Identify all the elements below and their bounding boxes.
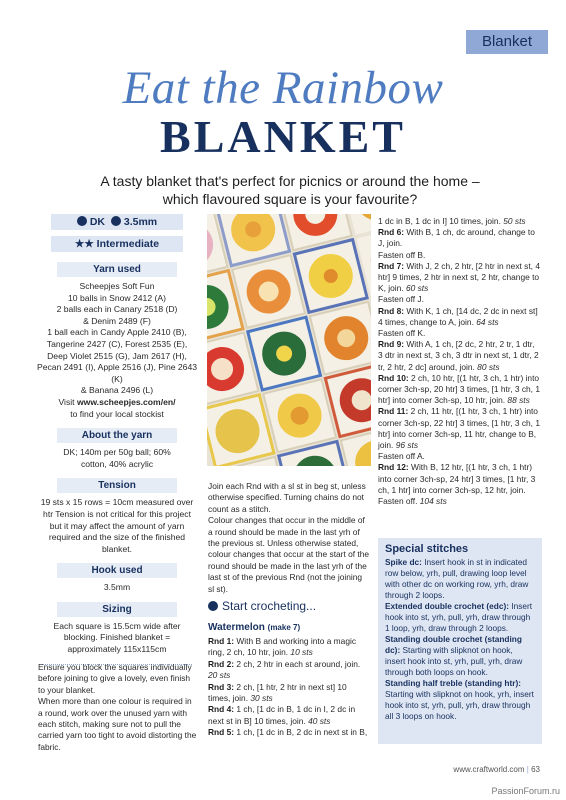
round-text: Fasten off A. [378, 451, 425, 462]
round-sts: 96 sts [395, 440, 419, 451]
yarn-line: Tangerine 2427 (C), Forest 2535 (E), [46, 338, 188, 349]
round-row [378, 306, 540, 328]
info-column [36, 214, 198, 667]
round-label: Rnd 12: [378, 462, 409, 473]
round-row [378, 451, 540, 462]
watermelon-heading [208, 622, 370, 633]
page-title-line2: BLANKET [160, 111, 406, 162]
round-row [378, 294, 540, 305]
round-text: With A, 1 ch, [2 dc, 2 htr, 2 tr, 1 dtr, 3 dtr in next st, 3 ch, 3 dtr in next st, 1 dtr, 2 tr, 2 htr, 2 dc] around, join. [378, 339, 539, 372]
round-label: Rnd 3: [208, 681, 235, 692]
yarn-weight-icon [77, 216, 87, 226]
round-label: Rnd 11: [378, 406, 409, 417]
yarn-line: 10 balls in Snow 2412 (A) [68, 292, 166, 303]
tension-heading: Tension [57, 478, 177, 493]
page-footer [453, 765, 540, 774]
round-text: With B and working into a magic ring, 2 ch, 10 htr, join. [208, 635, 357, 658]
level-stars: ★★ [74, 238, 94, 250]
special-stitches-heading: Special stitches [385, 543, 469, 555]
skill-level [51, 236, 183, 252]
level-label: Intermediate [96, 238, 160, 250]
round-label: Rnd 2: [208, 658, 235, 669]
round-sts: 104 sts [419, 496, 447, 507]
yarn-line: Deep Violet 2515 (G), Jam 2617 (H), [47, 350, 187, 361]
yarn-line: & Banana 2496 (L) [80, 385, 154, 396]
round-sts: 50 sts [503, 216, 526, 226]
stitch-term: Extended double crochet (edc): [385, 601, 510, 611]
round-sts: 60 sts [405, 283, 429, 294]
round-label: Rnd 9: [378, 339, 405, 350]
round-row [378, 250, 540, 261]
intro-paragraph: Ensure you block the squares individually before joining to give a lovely, even finish to your blanket. [38, 662, 192, 695]
round-text: With K, 1 ch, [14 dc, 2 dc in next st] 4 times, change to A, join. [378, 305, 538, 327]
footer-separator: | [526, 765, 529, 774]
stitch-text: Insert hook into st, yrh, pull, yrh, draw through 1 loop, yrh, draw through 2 loops. [385, 601, 533, 633]
hook-size-label: 3.5mm [123, 216, 158, 228]
start-heading-label: Start crocheting... [222, 599, 317, 614]
standfirst: A tasty blanket that's perfect for picnics or around the home – which flavoured square is your favourite? [100, 173, 480, 207]
stitch-item [385, 678, 535, 722]
watermelon-title: Watermelon [208, 622, 265, 634]
blanket-photo-image [207, 214, 371, 466]
pattern-column [378, 216, 540, 507]
watermelon-rounds [208, 636, 370, 739]
stockist-tail: to find your local stockist [70, 408, 164, 419]
stitch-item [385, 557, 535, 601]
footer-site[interactable]: www.craftworld.com [453, 765, 525, 774]
round-row [378, 462, 540, 507]
stitch-text: Insert hook in st in indicated row below, yrh, pull, drawing loop level with other dc on working row, yrh, draw through 2 loops. [385, 557, 529, 600]
note-paragraph: Join each Rnd with a sl st in beg st, unless otherwise specified. Turning chains do not count as a stitch. [208, 481, 366, 514]
yarn-line: Pecan 2491 (I), Apple 2516 (J), Pine 2643 (K) [36, 362, 198, 384]
stitch-term: Spike dc: [385, 557, 422, 567]
stitch-item [385, 601, 535, 634]
special-stitches-panel [378, 538, 542, 744]
stitch-item [385, 634, 535, 678]
yarn-line: 1 ball each in Candy Apple 2410 (B), [47, 327, 187, 338]
hook-icon [111, 216, 121, 226]
round-sts: 80 sts [477, 361, 500, 372]
round-row [208, 727, 370, 738]
round-label: Rnd 7: [378, 260, 405, 271]
round-sts: 40 sts [308, 715, 331, 726]
stitch-text: Starting with slipknot on hook, yrh, insert hook into st, yrh, pull, yrh, draw through all 3 loops on hook. [385, 689, 534, 721]
round-sts: 64 sts [476, 316, 499, 327]
round-text: 1 dc in B, 1 dc in I] 10 times, join. [378, 216, 504, 226]
round-row [378, 261, 540, 295]
round-text: With B, 1 ch, dc around, change to J, join. [378, 227, 535, 249]
round-text: 1 ch, [1 dc in B, 1 dc in I, 2 dc in next st in B] 10 times, join. [208, 704, 356, 726]
round-row [378, 339, 540, 373]
yarn-line: 2 balls each in Canary 2518 (D) [56, 304, 178, 315]
hook-used-text: 3.5mm [103, 582, 131, 593]
note-paragraph: Colour changes that occur in the middle of a round should be made in the last yrh of the previous st. Unless otherwise stated, colour changes that occur at the start of the round should be made in the last yrh of the last st of the previous Rnd (not the joining sl st). [208, 515, 370, 594]
yarn-used-list [36, 281, 198, 420]
round-text: Fasten off B. [378, 249, 426, 260]
visit-label: Visit [58, 396, 77, 407]
blanket-photo [207, 214, 371, 466]
round-text: 1 ch, [1 dc in B, 2 dc in next st in B, [234, 727, 368, 738]
yarn-line: Scheepjes Soft Fun [79, 281, 155, 291]
stitch-term: Standing double crochet (standing dc): [385, 634, 522, 655]
watermelon-note: (make 7) [267, 623, 301, 633]
round-text: 2 ch, 2 htr in each st around, join. [234, 658, 361, 669]
start-icon [208, 601, 218, 611]
sizing-text: Each square is 15.5cm wide after blocking. Finished blanket = approximately 115x115cm [53, 620, 181, 655]
round-text: Fasten off K. [378, 328, 426, 339]
weight-label: DK [89, 216, 106, 228]
round-label: Rnd 8: [378, 305, 405, 316]
stockist-line [36, 397, 198, 409]
round-row [208, 682, 370, 705]
round-text: 2 ch, [1 htr, 2 htr in next st] 10 times, join. [208, 681, 347, 703]
round-label: Rnd 1: [208, 635, 235, 646]
round-label: Rnd 4: [208, 704, 235, 715]
round-text: With B, 12 htr, [(1 htr, 3 ch, 1 htr) into corner 3ch-sp, 24 htr] 3 times, [1 htr, 3 ch, 1 htr] into corner 3ch-sp, 12 htr, join. Fasten off. [378, 462, 536, 507]
sizing-heading: Sizing [57, 602, 177, 617]
round-sts: 30 sts [250, 692, 273, 703]
intro-notes [38, 662, 198, 753]
stitch-term: Standing half treble (standing htr): [385, 678, 521, 688]
watermark: PassionForum.ru [491, 786, 560, 796]
about-yarn-text: DK; 140m per 50g ball; 60% cotton, 40% acrylic [63, 447, 171, 469]
round-text: Fasten off J. [378, 294, 424, 305]
round-row [208, 636, 370, 659]
hook-used-heading: Hook used [57, 563, 177, 578]
stockist-link[interactable]: www.scheepjes.com/en/ [76, 396, 176, 407]
round-sts: 10 sts [290, 647, 313, 658]
round-row [208, 704, 370, 727]
yarn-line: & Denim 2489 (F) [83, 315, 151, 326]
start-heading [208, 601, 370, 612]
spec-weight-hook [51, 214, 183, 230]
round-row [378, 227, 540, 249]
round-sts: 88 sts [507, 395, 530, 406]
yarn-used-heading: Yarn used [57, 262, 177, 277]
page-number: 63 [531, 765, 540, 774]
intro-paragraph: When more than one colour is required in a round, work over the unused yarn with each stitch, making sure not to pull the carried yarn too tight to avoid distorting the fabric. [38, 696, 197, 752]
round-text: 2 ch, 11 htr, [(1 htr, 3 ch, 1 htr) into corner 3ch-sp, 22 htr] 3 times, [1 htr, 3 ch, 1 htr] into corner 3ch-sp, 11 htr, change to B, join. [378, 406, 540, 451]
round-row [378, 406, 540, 451]
stitch-text: Starting with slipknot on hook, insert hook into st, yrh, pull, yrh, draw through both loops on hook. [385, 645, 523, 677]
round-sts: 20 sts [208, 670, 231, 681]
notes-column [208, 481, 370, 739]
round-label: Rnd 10: [378, 372, 409, 383]
round-row [378, 216, 540, 227]
round-text: With J, 2 ch, 2 htr, [2 htr in next st, 4 htr] 9 times, 2 htr in next st, 2 htr, change to K, join. [378, 260, 540, 294]
round-row [208, 659, 370, 682]
section-tag: Blanket [466, 30, 548, 54]
page-title-line1: Eat the Rainbow [122, 62, 444, 114]
tension-text: 19 sts x 15 rows = 10cm measured over htr Tension is not critical for this project but it may affect the amount of yarn required and the size of the finished blanket. [40, 497, 194, 554]
round-label: Rnd 5: [208, 727, 235, 738]
round-label: Rnd 6: [378, 227, 405, 238]
about-yarn-heading: About the yarn [57, 428, 177, 443]
round-text: 2 ch, 10 htr, [(1 htr, 3 ch, 1 htr) into corner 3ch-sp, 20 htr] 3 times, [1 htr, 3 ch, 1 htr] into corner 3ch-sp, 10 htr, join. [378, 372, 540, 406]
round-row [378, 328, 540, 339]
round-row [378, 373, 540, 407]
